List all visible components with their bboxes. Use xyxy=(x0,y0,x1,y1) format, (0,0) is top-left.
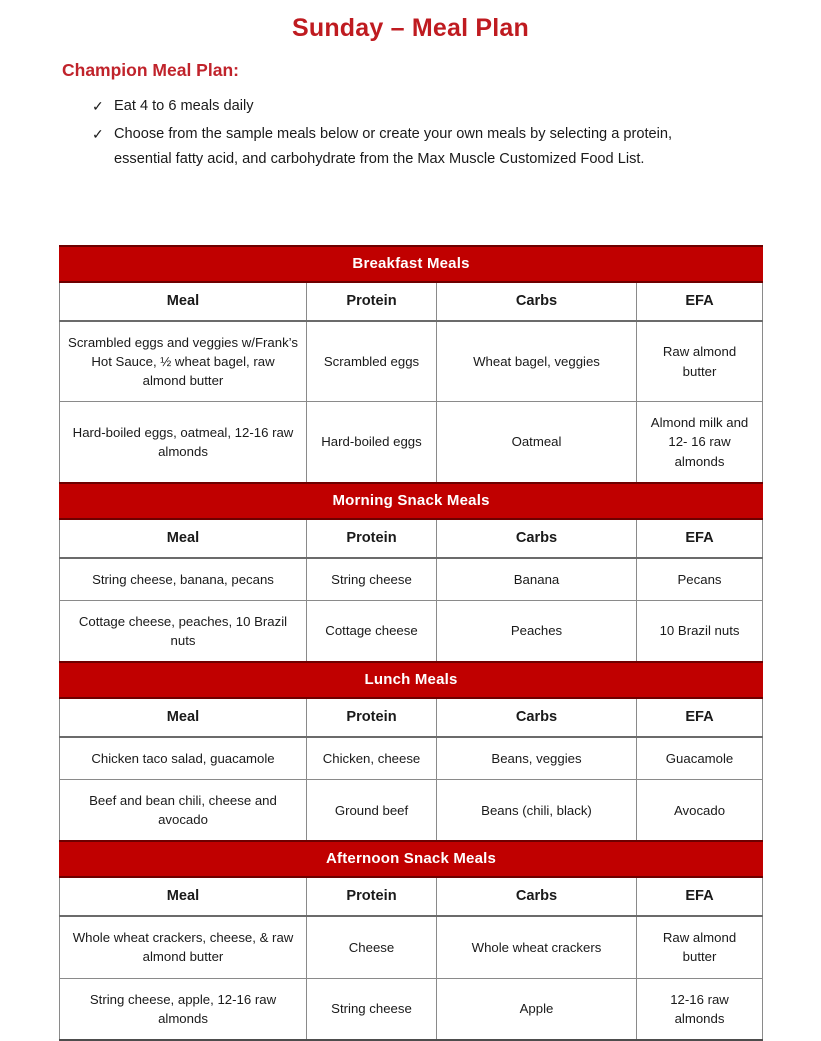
section-band-row xyxy=(60,662,763,698)
champion-meal-plan-heading: Champion Meal Plan: xyxy=(62,60,239,80)
table-row xyxy=(60,321,763,402)
cell-protein: String cheese xyxy=(307,978,437,1040)
column-header-efa: EFA xyxy=(637,698,763,737)
cell-meal: Whole wheat crackers, cheese, & raw almond butter xyxy=(60,916,307,978)
cell-meal: Beef and bean chili, cheese and avocado xyxy=(60,780,307,842)
cell-carbs: Apple xyxy=(437,978,637,1040)
section-band-row xyxy=(60,841,763,877)
table-row xyxy=(60,737,763,780)
cell-efa: Guacamole xyxy=(637,737,763,780)
cell-carbs: Beans, veggies xyxy=(437,737,637,780)
table-row xyxy=(60,780,763,842)
column-header-meal: Meal xyxy=(60,698,307,737)
cell-efa: 10 Brazil nuts xyxy=(637,600,763,662)
section-band-morning-snack: Morning Snack Meals xyxy=(60,483,763,519)
instruction-list xyxy=(0,94,821,172)
cell-carbs: Wheat bagel, veggies xyxy=(437,321,637,402)
table-row xyxy=(60,558,763,601)
cell-protein: Cheese xyxy=(307,916,437,978)
cell-protein: Chicken, cheese xyxy=(307,737,437,780)
cell-protein: Cottage cheese xyxy=(307,600,437,662)
cell-efa: Almond milk and 12- 16 raw almonds xyxy=(637,402,763,483)
cell-carbs: Peaches xyxy=(437,600,637,662)
table-row xyxy=(60,600,763,662)
page-title: Sunday – Meal Plan xyxy=(291,14,529,42)
cell-carbs: Beans (chili, black) xyxy=(437,780,637,842)
column-header-carbs: Carbs xyxy=(437,282,637,321)
cell-protein: Scrambled eggs xyxy=(307,321,437,402)
cell-efa: Pecans xyxy=(637,558,763,601)
meal-plan-table xyxy=(59,245,763,1041)
cell-carbs: Whole wheat crackers xyxy=(437,916,637,978)
table-row xyxy=(60,978,763,1040)
column-header-row xyxy=(60,282,763,321)
column-header-row xyxy=(60,698,763,737)
column-header-carbs: Carbs xyxy=(437,877,637,916)
cell-carbs: Banana xyxy=(437,558,637,601)
list-item xyxy=(0,94,821,119)
column-header-carbs: Carbs xyxy=(437,698,637,737)
column-header-protein: Protein xyxy=(307,698,437,737)
cell-efa: Raw almond butter xyxy=(637,916,763,978)
cell-meal: String cheese, banana, pecans xyxy=(60,558,307,601)
cell-protein: Ground beef xyxy=(307,780,437,842)
section-band-row xyxy=(60,483,763,519)
column-header-protein: Protein xyxy=(307,282,437,321)
cell-efa: Avocado xyxy=(637,780,763,842)
list-item-label: Choose from the sample meals below or create your own meals by selecting a protein, essential fatty acid, and carbohydrate from the Max Muscle Customized Food List. xyxy=(114,126,673,168)
list-item xyxy=(0,122,821,172)
cell-protein: String cheese xyxy=(307,558,437,601)
check-icon: ✓ xyxy=(92,126,104,143)
column-header-meal: Meal xyxy=(60,282,307,321)
cell-efa: Raw almond butter xyxy=(637,321,763,402)
cell-meal: Cottage cheese, peaches, 10 Brazil nuts xyxy=(60,600,307,662)
column-header-efa: EFA xyxy=(637,282,763,321)
cell-meal: Hard-boiled eggs, oatmeal, 12-16 raw almonds xyxy=(60,402,307,483)
column-header-efa: EFA xyxy=(637,519,763,558)
column-header-row xyxy=(60,877,763,916)
column-header-meal: Meal xyxy=(60,519,307,558)
list-item-label: Eat 4 to 6 meals daily xyxy=(114,98,254,114)
section-band-afternoon-snack: Afternoon Snack Meals xyxy=(60,841,763,877)
cell-meal: String cheese, apple, 12-16 raw almonds xyxy=(60,978,307,1040)
section-band-lunch: Lunch Meals xyxy=(60,662,763,698)
column-header-carbs: Carbs xyxy=(437,519,637,558)
cell-meal: Chicken taco salad, guacamole xyxy=(60,737,307,780)
column-header-protein: Protein xyxy=(307,519,437,558)
meal-plan-page xyxy=(0,13,821,1037)
cell-protein: Hard-boiled eggs xyxy=(307,402,437,483)
check-icon: ✓ xyxy=(92,98,104,114)
column-header-row xyxy=(60,519,763,558)
cell-efa: 12-16 raw almonds xyxy=(637,978,763,1040)
cell-meal: Scrambled eggs and veggies w/Frank’s Hot Sauce, ½ wheat bagel, raw almond butter xyxy=(60,321,307,402)
column-header-protein: Protein xyxy=(307,877,437,916)
section-band-row xyxy=(60,246,763,282)
table-row xyxy=(60,916,763,978)
section-band-breakfast: Breakfast Meals xyxy=(60,246,763,282)
column-header-efa: EFA xyxy=(637,877,763,916)
column-header-meal: Meal xyxy=(60,877,307,916)
table-row xyxy=(60,402,763,483)
cell-carbs: Oatmeal xyxy=(437,402,637,483)
